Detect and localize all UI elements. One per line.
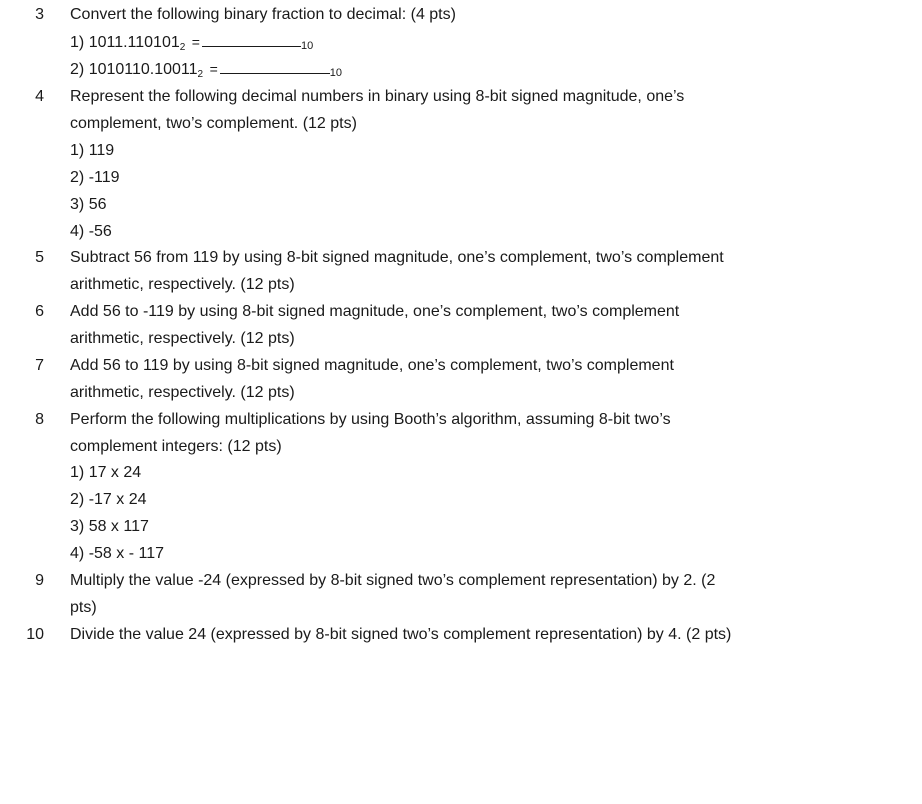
sub-item-label: 2): [70, 491, 85, 508]
sub-item-value: 17 x 24: [88, 464, 142, 481]
equals-sign: =: [209, 61, 218, 77]
sub-item: [70, 464, 141, 482]
sub-item-value: -17 x 24: [88, 491, 147, 508]
question-number: 10: [26, 626, 44, 643]
question-text: Subtract 56 from 119 by using 8-bit signed magnitude, one’s complement, two’s complement: [70, 249, 724, 266]
question-text: pts): [70, 599, 97, 616]
question-number: 7: [35, 357, 44, 374]
sub-item: [70, 169, 120, 187]
result-base: 10: [300, 40, 314, 52]
binary-value: 1011.110101: [88, 34, 180, 51]
question-number: 9: [35, 572, 44, 589]
sub-item-label: 2): [70, 61, 85, 78]
sub-item: [70, 545, 164, 563]
question-text: arithmetic, respectively. (12 pts): [70, 330, 295, 347]
sub-item-value: 119: [88, 142, 115, 159]
question-text: complement integers: (12 pts): [70, 438, 282, 455]
question-text: Perform the following multiplications by using Booth’s algorithm, assuming 8-bit two’s: [70, 411, 671, 428]
sub-item: [70, 34, 313, 52]
question-text: arithmetic, respectively. (12 pts): [70, 276, 295, 293]
answer-blank: [202, 34, 301, 47]
sub-item: [70, 491, 147, 509]
question-text: Convert the following binary fraction to decimal: (4 pts): [70, 6, 456, 23]
question-number: 3: [35, 6, 44, 23]
sub-item-label: 3): [70, 196, 85, 213]
sub-item-label: 3): [70, 518, 85, 535]
sub-item: [70, 518, 149, 536]
equals-sign: =: [191, 34, 200, 50]
sub-item-value: -56: [88, 223, 112, 240]
question-text: Add 56 to -119 by using 8-bit signed magnitude, one’s complement, two’s complement: [70, 303, 680, 320]
question-text: Divide the value 24 (expressed by 8-bit signed two’s complement representation) by 4. (2 pts): [70, 626, 732, 643]
sub-item: [70, 196, 106, 214]
sub-item-label: 4): [70, 223, 85, 240]
sub-item-value: 56: [88, 196, 107, 213]
question-text: arithmetic, respectively. (12 pts): [70, 384, 295, 401]
question-text: Multiply the value -24 (expressed by 8-bit signed two’s complement representation) by 2. (2: [70, 572, 716, 589]
binary-value: 1010110.10011: [88, 61, 198, 78]
sub-item-label: 1): [70, 142, 85, 159]
sub-item-value: 58 x 117: [88, 518, 149, 535]
question-number: 5: [35, 249, 44, 266]
sub-item-label: 2): [70, 169, 85, 186]
question-text: Represent the following decimal numbers in binary using 8-bit signed magnitude, one’s: [70, 88, 685, 105]
question-text: Add 56 to 119 by using 8-bit signed magnitude, one’s complement, two’s complement: [70, 357, 674, 374]
result-base: 10: [329, 67, 342, 79]
base-subscript: 2: [197, 69, 204, 80]
sub-item-label: 1): [70, 34, 85, 51]
base-subscript: 2: [179, 42, 186, 53]
question-number: 4: [35, 88, 44, 105]
question-number: 6: [35, 303, 44, 320]
sub-item: [70, 223, 112, 241]
sub-item: [70, 142, 114, 160]
sub-item-label: 1): [70, 464, 85, 481]
sub-item: [70, 61, 342, 79]
answer-blank: [220, 61, 330, 74]
sub-item-label: 4): [70, 545, 85, 562]
sub-item-value: -58 x - 117: [88, 545, 164, 562]
question-number: 8: [35, 411, 44, 428]
sub-item-value: -119: [88, 169, 120, 186]
question-text: complement, two’s complement. (12 pts): [70, 115, 357, 132]
